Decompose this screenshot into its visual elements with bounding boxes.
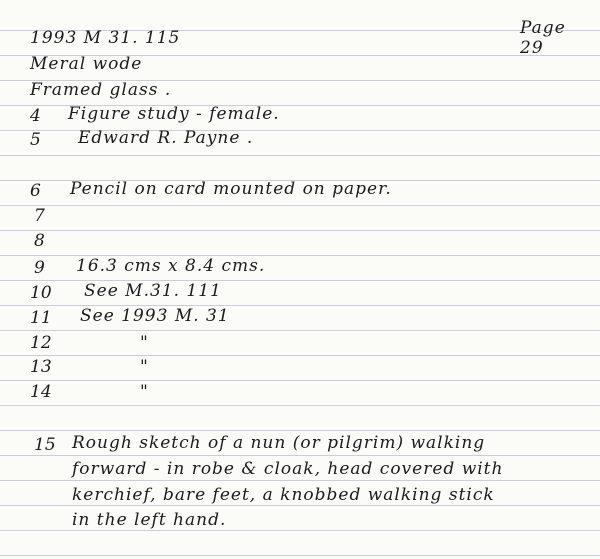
entry-number: 11 — [30, 308, 52, 328]
entry-number: 7 — [34, 206, 45, 226]
entry-number: 5 — [30, 130, 41, 150]
entry-text-continued: in the left hand. — [72, 510, 227, 530]
entry-text-continued: forward - in robe & cloak, head covered with — [72, 459, 504, 479]
entry-text: Pencil on card mounted on paper. — [70, 179, 392, 199]
entry-number: 10 — [30, 283, 52, 303]
entry-number: 9 — [34, 258, 45, 278]
ditto-mark: " — [140, 333, 149, 353]
ditto-mark: " — [140, 357, 149, 377]
entry-number: 14 — [30, 382, 52, 402]
page-label: Page — [520, 18, 566, 38]
entry-number: 15 — [34, 435, 56, 455]
entry-number: 13 — [30, 357, 52, 377]
framing-line: Framed glass . — [30, 80, 172, 100]
entry-number: 8 — [34, 231, 45, 251]
entry-text-continued: kerchief, bare feet, a knobbed walking stick — [72, 485, 495, 505]
entry-text: 16.3 cms x 8.4 cms. — [76, 256, 266, 276]
entry-text: See M.31. 111 — [84, 281, 222, 301]
entry-text: Rough sketch of a nun (or pilgrim) walking — [72, 433, 486, 453]
page-header — [520, 18, 600, 58]
entry-text: Figure study - female. — [68, 104, 280, 124]
entry-number: 6 — [30, 181, 41, 201]
ditto-mark: " — [140, 382, 149, 402]
page-number: 29 — [520, 38, 544, 58]
entry-text: Edward R. Payne . — [78, 128, 254, 148]
entry-number: 4 — [30, 106, 41, 126]
entry-number: 12 — [30, 333, 52, 353]
accession-number: 1993 M 31. 115 — [30, 28, 181, 48]
medium-line: Meral wode — [30, 54, 143, 74]
entry-text: See 1993 M. 31 — [80, 306, 230, 326]
